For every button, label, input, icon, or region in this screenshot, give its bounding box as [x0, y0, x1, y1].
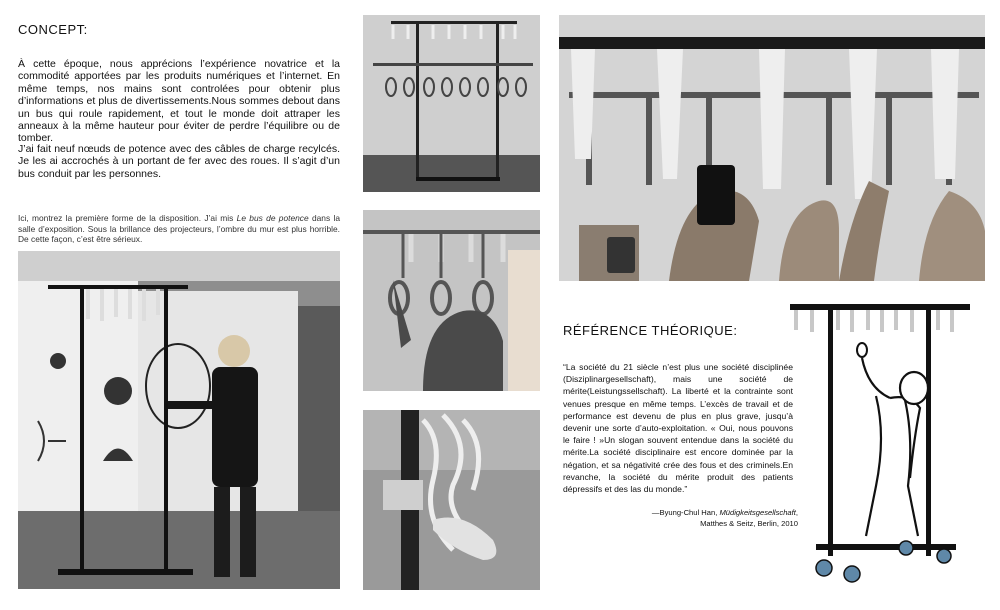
phones-photo: [559, 15, 985, 281]
citation-line-2: Matthes & Seitz, Berlin, 2010: [700, 519, 798, 528]
exhibition-caption: [18, 213, 340, 245]
exhibition-hall-photo: [18, 251, 340, 589]
reference-citation: [600, 507, 798, 529]
reference-quote: “La société du 21 siècle n’est plus une société disciplinée (Disziplinargesellschaft), mais une société de mérite(Leistungssellschaft). La liberté et la contrainte sont venues presque en même temps. L’excès de travail et de performance est devenu de plus en plus grave, jusqu’à devenir une sorte d’auto-exploitation. « Oui, nous pouvons le faire ! »Un slogan souvent entendue dans la société du mérite.La société disciplinaire est encore dominée par la négation, et sa négativité crée des fous et des criminels.En revanche, la société du mérite produit des patients dépressifs et des las du monde.”: [563, 362, 793, 495]
concept-paragraph-1: À cette époque, nous apprécions l’expérience novatrice et la commodité apportées par les produits numériques et l’internet. En même temps, nos mains sont controlées pour obtenir plus d’informations et plus de divertissements.Nous sommes debout dans un bus qui roule rapidement, et tout le monde doit attraper les anneaux à la même hauteur pour éviter de perdre l’équilibre ou de tomber.: [18, 58, 340, 145]
reference-heading: RÉFÉRENCE THÉORIQUE:: [563, 323, 738, 338]
rack-illustration: [786, 296, 986, 594]
caption-text-after: dans la salle d’exposition. Sous la brillance des projecteurs, l’ombre du mur est plus horrible. De cette façon, c’est être sérieux.: [18, 213, 340, 245]
rack-shadow-photo: [363, 15, 540, 192]
citation-line-1: —Byung-Chul Han, Müdigkeitsgesellschaft,: [651, 508, 798, 517]
caption-work-title: Le bus de potence: [236, 213, 309, 223]
concept-heading: CONCEPT:: [18, 22, 88, 37]
hand-detail-photo: [363, 410, 540, 590]
hand-shadow-photo: [363, 210, 540, 391]
caption-text-before: Ici, montrez la première forme de la disposition. J’ai mis: [18, 213, 237, 223]
concept-paragraph-2: J’ai fait neuf nœuds de potence avec des câbles de charge recylcés. Je les ai accrochés à un portant de fer avec des roues. Il s’agit d’un bus conduit par les personnes.: [18, 143, 340, 180]
citation-book-title: Müdigkeitsgesellschaft: [719, 508, 796, 517]
